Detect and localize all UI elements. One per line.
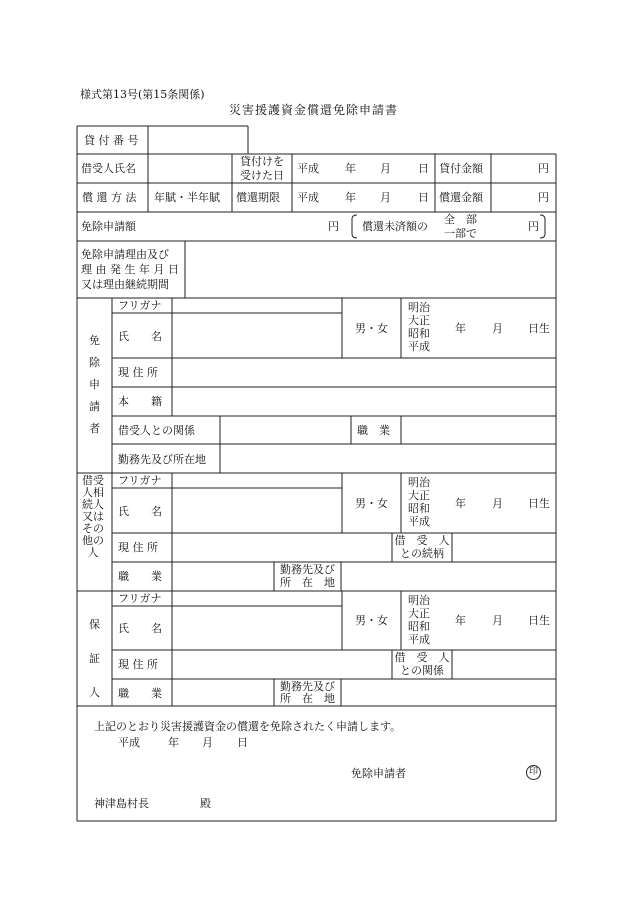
guarantor-era-heisei[interactable]: 平成: [408, 633, 430, 646]
guarantor-relation-input[interactable]: [453, 651, 555, 678]
guarantor-occupation-input[interactable]: [173, 680, 273, 705]
addressee: 神津島村長: [94, 797, 149, 810]
heir-occupation-input[interactable]: [173, 563, 273, 590]
heir-birth-month: 月: [492, 497, 503, 510]
heir-era-heisei[interactable]: 平成: [408, 515, 430, 528]
guarantor-workplace-label-2: 所 在 地: [280, 692, 335, 705]
guarantor-birth-year: 年: [455, 614, 466, 627]
heir-occupation-label: 職 業: [118, 570, 162, 583]
applicant-name-input[interactable]: [173, 314, 341, 357]
guarantor-relation-label-1: 借 受 人: [394, 651, 450, 664]
repay-deadline-era: 平成: [297, 191, 319, 204]
applicant-era-meiji[interactable]: 明治: [408, 301, 430, 314]
heir-workplace-input[interactable]: [342, 563, 555, 590]
reason-label-line1: 免除申請理由及び: [81, 248, 169, 261]
guarantor-occupation-label: 職 業: [118, 687, 162, 700]
applicant-occupation-label: 職 業: [357, 424, 390, 437]
heir-furigana-label: フリガナ: [118, 474, 162, 487]
loan-date-year: 年: [345, 162, 356, 175]
guarantor-era-taisho[interactable]: 大正: [408, 607, 430, 620]
borrower-name-input[interactable]: [149, 155, 231, 182]
heir-relation-label-2: との続柄: [400, 547, 444, 560]
heir-workplace-label-2: 所 在 地: [280, 576, 335, 589]
loan-date-era: 平成: [297, 162, 319, 175]
applicant-workplace-label: 勤務先及び所在地: [118, 453, 206, 466]
loan-number-input[interactable]: [149, 127, 247, 153]
applicant-birth-year: 年: [455, 322, 466, 335]
applicant-gender[interactable]: 男・女: [355, 322, 388, 335]
form-title: 災害援護資金償還免除申請書: [229, 103, 399, 117]
applicant-section-label: 免除申請者: [89, 334, 100, 435]
reason-input[interactable]: [186, 242, 555, 297]
repay-method-label: 償 還 方 法: [82, 191, 137, 204]
guarantor-workplace-input[interactable]: [342, 680, 555, 705]
declaration-statement: 上記のとおり災害援護資金の償還を免除されたく申請します。: [94, 720, 402, 733]
applicant-era-showa[interactable]: 昭和: [408, 327, 430, 340]
applicant-occupation-input[interactable]: [402, 417, 555, 443]
reason-label-line2: 理 由 発 生 年 月 日: [81, 263, 179, 276]
seal-label: 印: [528, 767, 538, 777]
applicant-furigana-label: フリガナ: [118, 299, 162, 312]
heir-relation-input[interactable]: [453, 534, 555, 561]
guarantor-relation-label-2: との関係: [400, 664, 444, 677]
unpaid-part-option[interactable]: 一部で: [444, 227, 477, 240]
seal-icon: [526, 765, 541, 780]
guarantor-name-input[interactable]: [173, 607, 341, 649]
loan-amount-yen: 円: [538, 162, 549, 175]
heir-era-meiji[interactable]: 明治: [408, 476, 430, 489]
exemption-amount-yen: 円: [328, 220, 339, 233]
applicant-relation-input[interactable]: [221, 417, 350, 443]
applicant-address-input[interactable]: [173, 359, 555, 386]
guarantor-address-label: 現 住 所: [118, 658, 158, 671]
repay-deadline-month: 月: [380, 191, 391, 204]
guarantor-workplace-label-1: 勤務先及び: [280, 680, 335, 693]
unpaid-all-option[interactable]: 全 部: [444, 213, 477, 226]
heir-name-label: 氏 名: [118, 505, 162, 518]
unpaid-label: 償還未済額の: [362, 220, 428, 233]
guarantor-furigana-label: フリガナ: [118, 592, 162, 605]
exemption-amount-label: 免除申請額: [81, 220, 136, 233]
heir-gender[interactable]: 男・女: [355, 497, 388, 510]
heir-birth-year: 年: [455, 497, 466, 510]
guarantor-name-label: 氏 名: [118, 622, 162, 635]
repay-method-value[interactable]: 年賦・半年賦: [154, 191, 220, 204]
repay-deadline-day: 日: [418, 191, 429, 204]
heir-birth-day: 日生: [528, 497, 550, 510]
applicant-era-taisho[interactable]: 大正: [408, 314, 430, 327]
applicant-address-label: 現 住 所: [118, 366, 158, 379]
heir-era-taisho[interactable]: 大正: [408, 489, 430, 502]
borrower-name-label: 借受人氏名: [81, 162, 136, 175]
declaration-date-month: 月: [202, 736, 213, 749]
applicant-workplace-input[interactable]: [221, 445, 555, 472]
applicant-domicile-label: 本 籍: [118, 395, 162, 408]
applicant-domicile-input[interactable]: [173, 388, 555, 415]
loan-date-month: 月: [380, 162, 391, 175]
heir-workplace-label-1: 勤務先及び: [280, 563, 335, 576]
loan-date-label-2: 受けた日: [240, 169, 284, 182]
reason-label-line3: 又は理由継続期間: [81, 278, 169, 291]
repay-amount-yen: 円: [538, 191, 549, 204]
heir-section-label: 借受人相続人又はその他の人: [82, 474, 104, 559]
applicant-birth-day: 日生: [528, 322, 550, 335]
loan-date-day: 日: [418, 162, 429, 175]
addressee-honorific: 殿: [200, 797, 211, 810]
repay-amount-label: 償還金額: [439, 191, 483, 204]
declaration-date-era: 平成: [118, 736, 140, 749]
guarantor-birth-month: 月: [492, 614, 503, 627]
applicant-relation-label: 借受人との関係: [118, 424, 195, 437]
guarantor-address-input[interactable]: [173, 651, 391, 678]
declaration-date-day: 日: [237, 736, 248, 749]
applicant-birth-month: 月: [492, 322, 503, 335]
guarantor-era-showa[interactable]: 昭和: [408, 620, 430, 633]
repay-deadline-label: 償還期限: [236, 191, 280, 204]
form-number: 様式第13号(第15条関係): [80, 88, 205, 101]
heir-relation-label-1: 借 受 人: [394, 534, 450, 547]
repay-deadline-year: 年: [345, 191, 356, 204]
guarantor-birth-day: 日生: [528, 614, 550, 627]
loan-number-label: 貸 付 番 号: [84, 134, 139, 147]
heir-address-input[interactable]: [173, 534, 391, 561]
guarantor-gender[interactable]: 男・女: [355, 614, 388, 627]
loan-amount-label: 貸付金額: [439, 162, 483, 175]
heir-address-label: 現 住 所: [118, 541, 158, 554]
heir-name-input[interactable]: [173, 489, 341, 532]
loan-date-label-1: 貸付けを: [240, 155, 284, 168]
guarantor-section-label: 保証人: [89, 618, 100, 699]
unpaid-yen: 円: [528, 220, 539, 233]
declaration-date-year: 年: [168, 736, 179, 749]
guarantor-era-meiji[interactable]: 明治: [408, 594, 430, 607]
applicant-name-label: 氏 名: [118, 330, 162, 343]
heir-era-showa[interactable]: 昭和: [408, 502, 430, 515]
applicant-era-heisei[interactable]: 平成: [408, 340, 430, 353]
applicant-signature-label: 免除申請者: [351, 767, 406, 780]
